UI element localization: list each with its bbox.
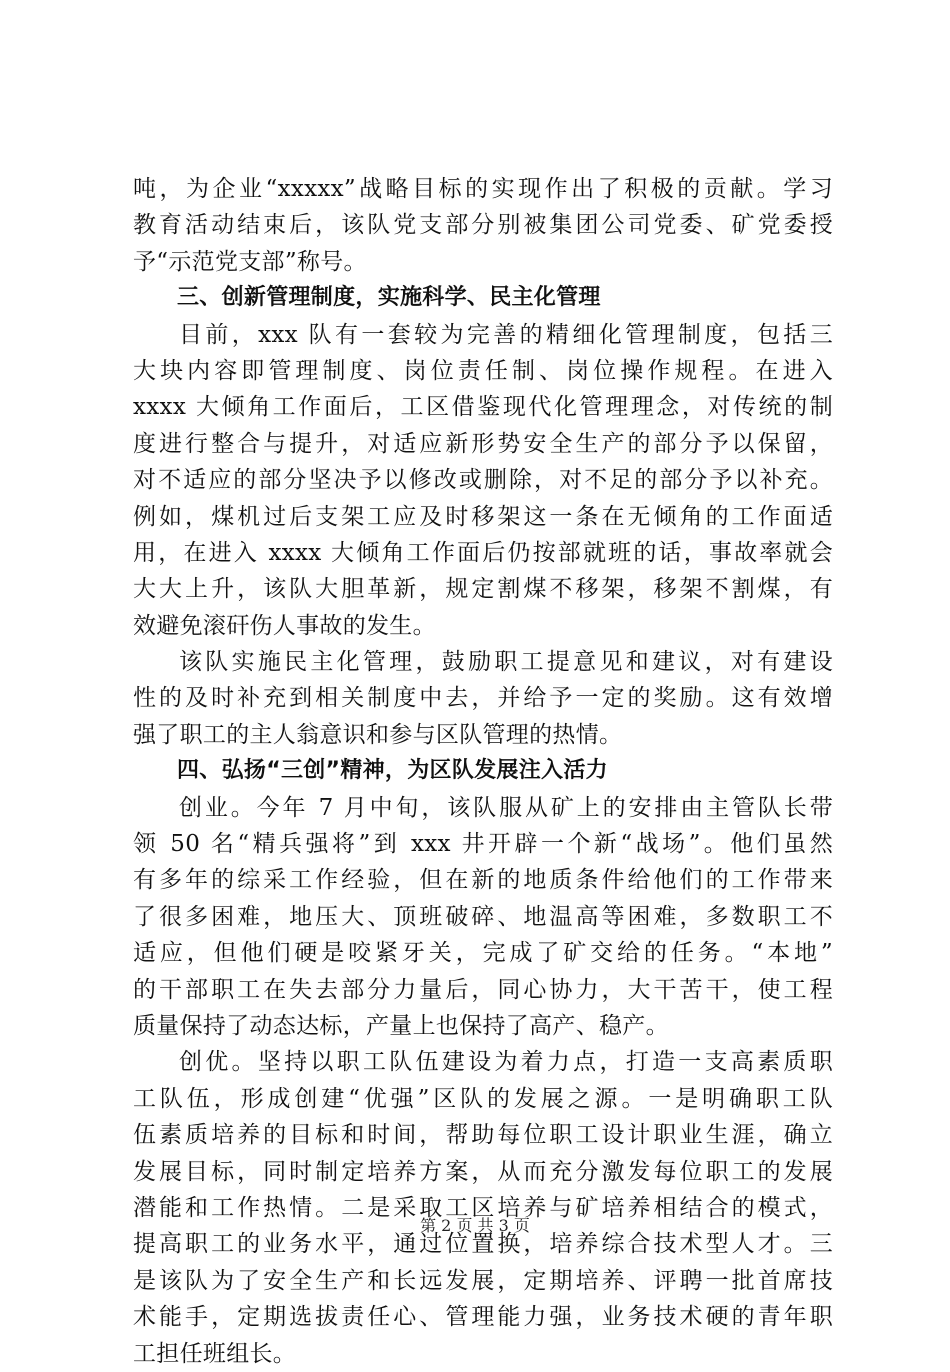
paragraph-last-line: 效避免滚矸伤人事故的发生。 bbox=[133, 612, 436, 639]
paragraph-line: 了很多困难，地压大、顶班破碎、地温高等困难，多数职工不 bbox=[133, 903, 833, 930]
paragraph-line: 术能手，定期选拔责任心、管理能力强，业务技术硬的青年职 bbox=[133, 1304, 833, 1331]
document-body bbox=[133, 171, 833, 1372]
section-heading: 四、弘扬“三创”精神，为区队发展注入活力 bbox=[177, 758, 608, 784]
paragraph-first-line: 目前，xxx 队有一套较为完善的精细化管理制度，包括三 bbox=[179, 321, 833, 348]
section-heading: 三、创新管理制度，实施科学、民主化管理 bbox=[177, 285, 601, 311]
paragraph-line: 领 50 名“精兵强将”到 xxx 井开辟一个新“战场”。他们虽然 bbox=[133, 831, 833, 858]
paragraph-first-line: 该队实施民主化管理，鼓励职工提意见和建议，对有建设 bbox=[179, 649, 833, 676]
paragraph-line: 教育活动结束后，该队党支部分别被集团公司党委、矿党委授 bbox=[133, 212, 833, 239]
paragraph-line: 大块内容即管理制度、岗位责任制、岗位操作规程。在进入 bbox=[133, 357, 833, 384]
page-footer: 第 2 页 共 3 页 bbox=[420, 1216, 530, 1235]
paragraph-line: 提高职工的业务水平，通过位置换，培养综合技术型人才。三 bbox=[133, 1231, 833, 1258]
paragraph-line: 适应，但他们硬是咬紧牙关，完成了矿交给的任务。“本地” bbox=[133, 940, 833, 967]
paragraph-last-line: 质量保持了动态达标，产量上也保持了高产、稳产。 bbox=[133, 1012, 669, 1039]
paragraph-line: 用，在进入 xxxx 大倾角工作面后仍按部就班的话，事故率就会 bbox=[133, 539, 833, 566]
paragraph-line: 性的及时补充到相关制度中去，并给予一定的奖励。这有效增 bbox=[133, 685, 833, 712]
paragraph-last-line: 工担任班组长。 bbox=[133, 1340, 297, 1367]
paragraph-first-line: 创优。坚持以职工队伍建设为着力点，打造一支高素质职 bbox=[179, 1049, 833, 1076]
paragraph-line: xxxx 大倾角工作面后，工区借鉴现代化管理理念，对传统的制 bbox=[133, 394, 833, 421]
paragraph-line: 工队伍，形成创建“优强”区队的发展之源。一是明确职工队 bbox=[133, 1085, 833, 1112]
paragraph-line: 的干部职工在失去部分力量后，同心协力，大干苦干，使工程 bbox=[133, 976, 833, 1003]
paragraph-first-line: 创业。今年 7 月中旬，该队服从矿上的安排由主管队长带 bbox=[179, 794, 833, 821]
paragraph-line: 发展目标，同时制定培养方案，从而充分激发每位职工的发展 bbox=[133, 1158, 833, 1185]
paragraph-line: 吨，为企业“xxxxx”战略目标的实现作出了积极的贡献。学习 bbox=[133, 176, 833, 202]
paragraph-line: 伍素质培养的目标和时间，帮助每位职工设计职业生涯，确立 bbox=[133, 1122, 833, 1149]
paragraph-line: 是该队为了安全生产和长远发展，定期培养、评聘一批首席技 bbox=[133, 1267, 833, 1294]
paragraph-line: 度进行整合与提升，对适应新形势安全生产的部分予以保留， bbox=[133, 430, 833, 457]
paragraph-line: 有多年的综采工作经验，但在新的地质条件给他们的工作带来 bbox=[133, 867, 833, 894]
paragraph-line: 例如，煤机过后支架工应及时移架这一条在无倾角的工作面适 bbox=[133, 503, 833, 530]
paragraph-line: 大大上升，该队大胆革新，规定割煤不移架，移架不割煤，有 bbox=[133, 576, 833, 603]
paragraph-last-line: 强了职工的主人翁意识和参与区队管理的热情。 bbox=[133, 721, 623, 748]
paragraph-line: 潜能和工作热情。二是采取工区培养与矿培养相结合的模式， bbox=[133, 1194, 833, 1221]
paragraph-last-line: 予“示范党支部”称号。 bbox=[133, 248, 367, 275]
paragraph-line: 对不适应的部分坚决予以修改或删除，对不足的部分予以补充。 bbox=[133, 467, 833, 494]
